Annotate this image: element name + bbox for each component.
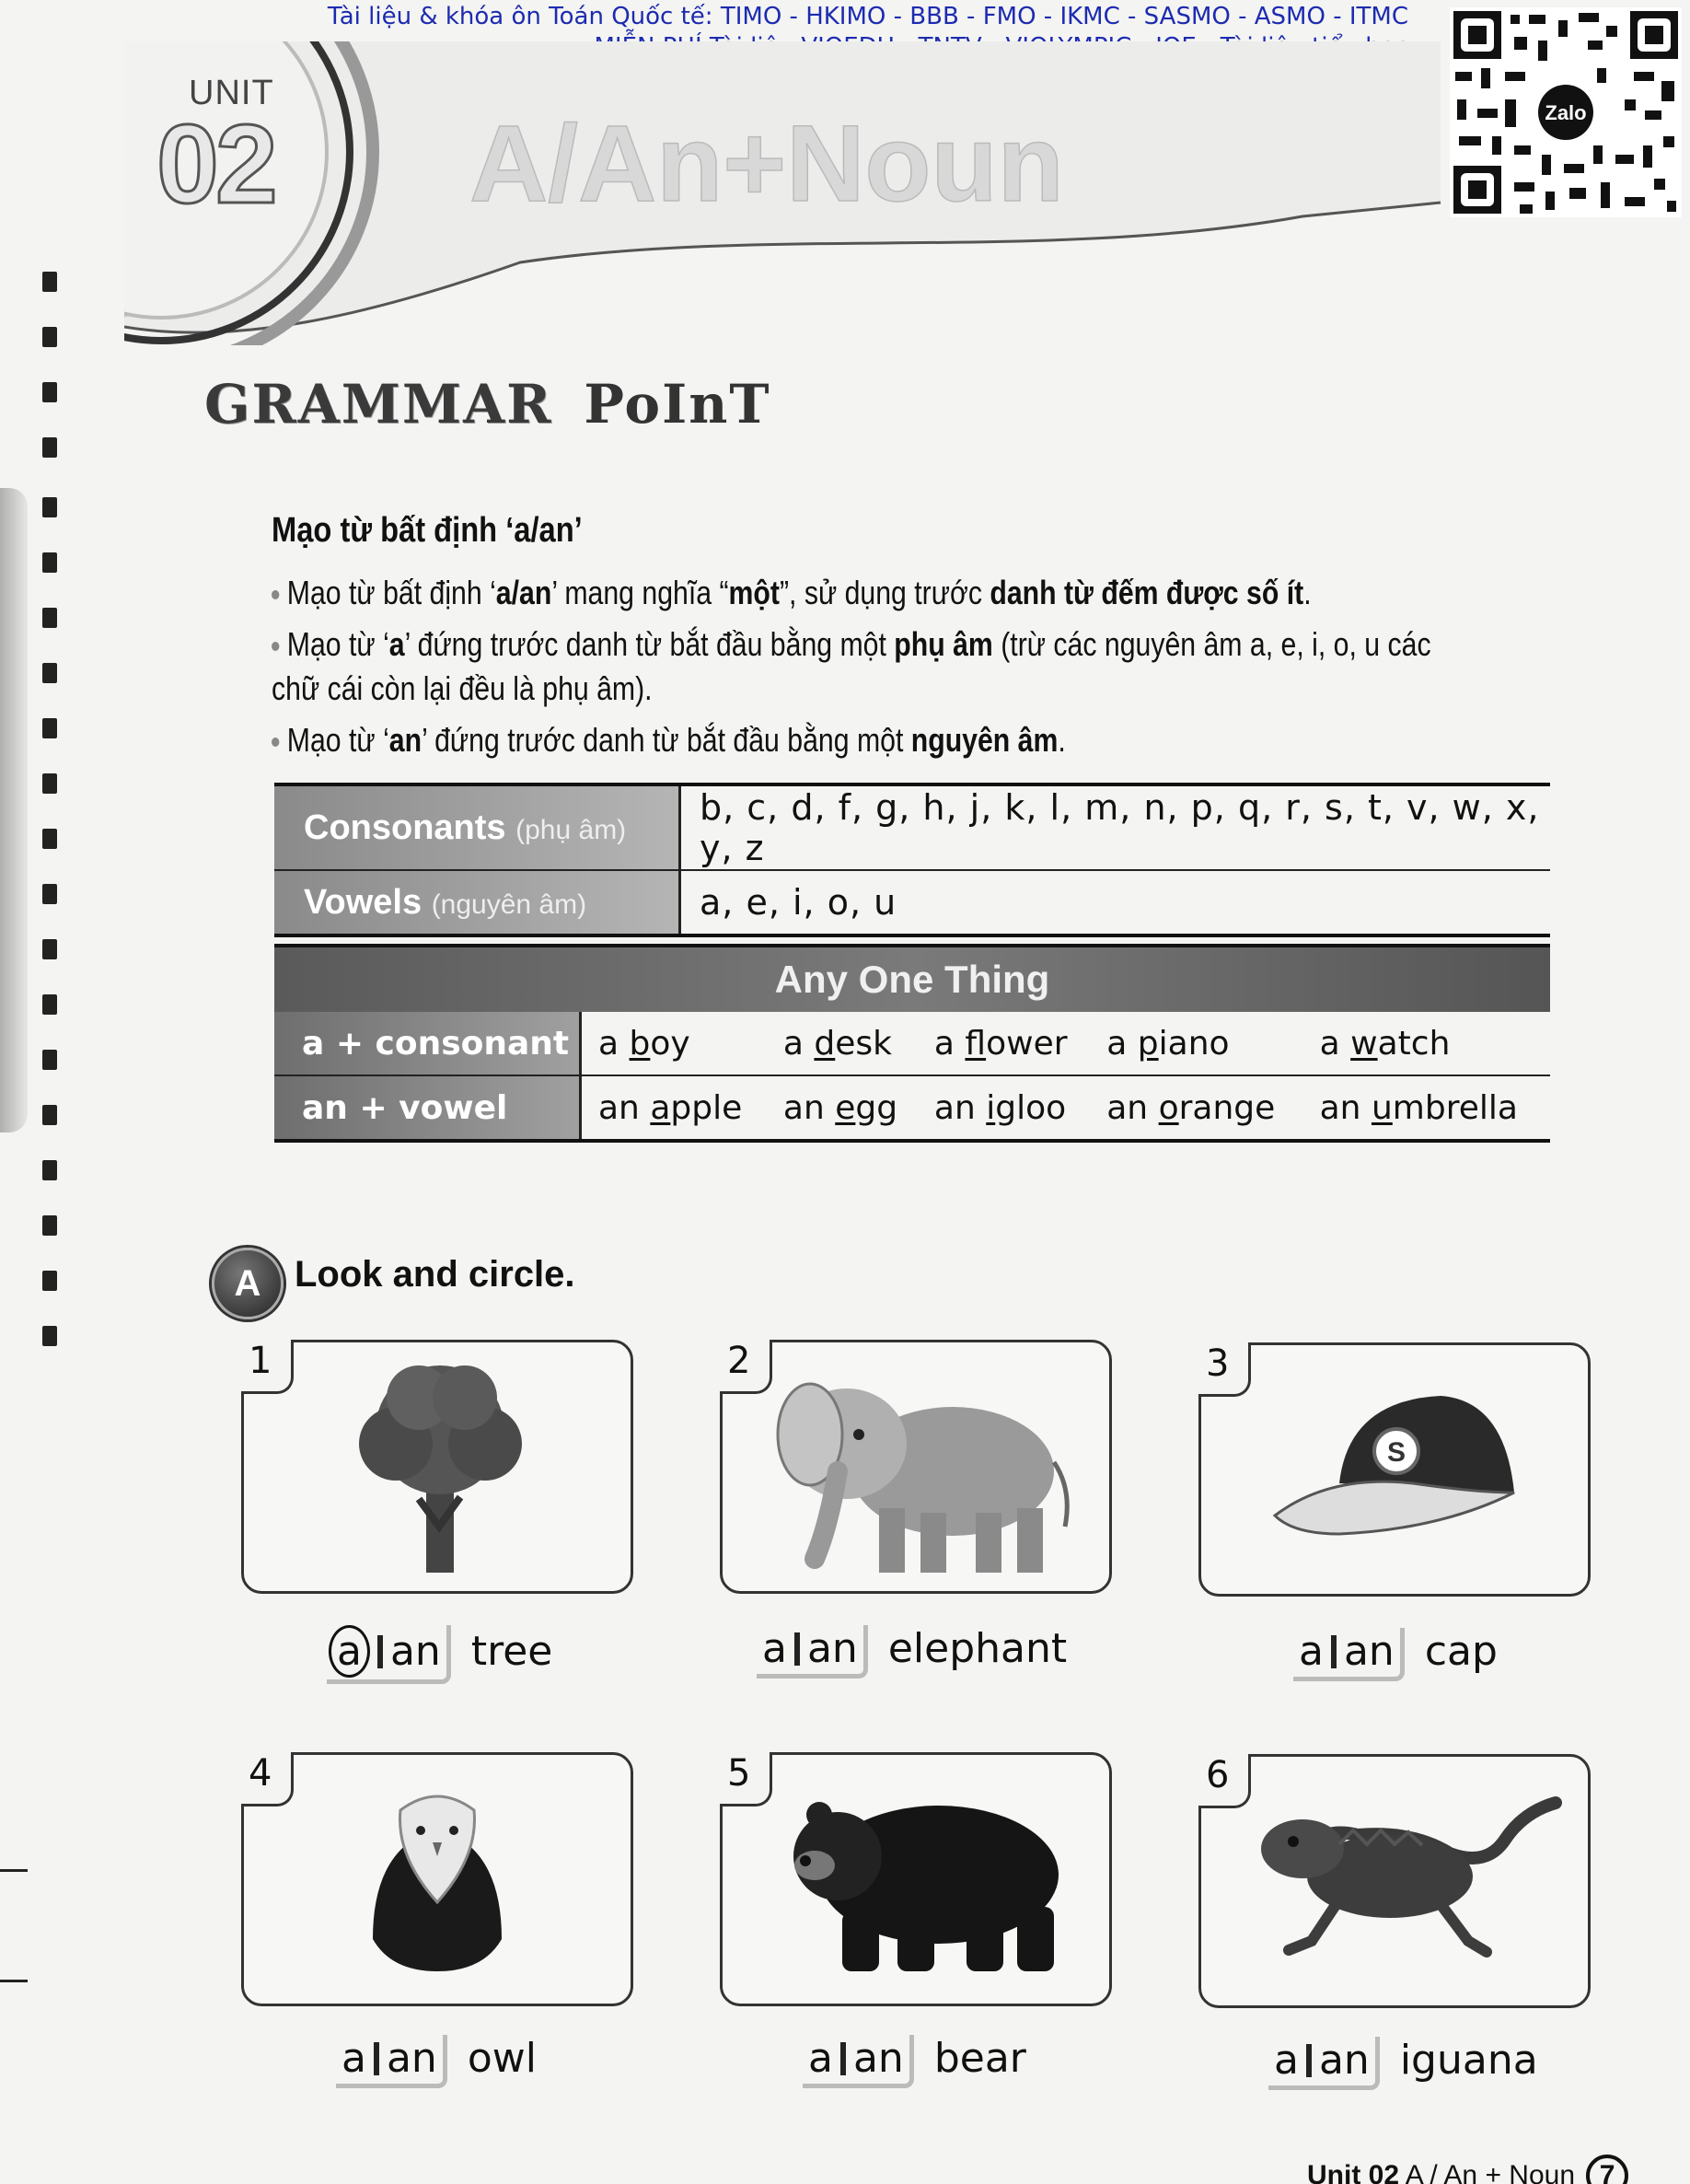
answer-choice-5 bbox=[803, 2035, 1026, 2088]
option-a[interactable]: a bbox=[341, 2035, 366, 2082]
rule-2: Mạo từ ‘a’ đứng trước danh từ bắt đầu bằng một phụ âm (trừ các nguyên âm a, e, i, o, u các chữ cái còn lại đều là phụ âm). bbox=[272, 625, 1431, 707]
grammar-rules bbox=[272, 571, 1477, 770]
page-footer bbox=[1307, 2155, 1628, 2184]
example-word: an orange bbox=[1090, 1075, 1302, 1141]
picture-card-elephant bbox=[720, 1340, 1112, 1594]
option-an[interactable]: an bbox=[386, 2035, 437, 2082]
noun-word: bear bbox=[933, 2035, 1026, 2082]
example-word: a flower bbox=[933, 1024, 1068, 1063]
noun-word: tree bbox=[470, 1628, 553, 1675]
consonants-row bbox=[274, 784, 1550, 870]
example-word: a boy bbox=[598, 1024, 690, 1063]
picture-card-bear bbox=[720, 1752, 1112, 2006]
item-number: 6 bbox=[1206, 1754, 1230, 1796]
option-an[interactable]: an bbox=[806, 1625, 858, 1672]
row-label: a + consonant bbox=[274, 1012, 581, 1075]
elephant-icon bbox=[723, 1342, 1109, 1591]
option-an[interactable]: an bbox=[1343, 1628, 1395, 1675]
item-number: 1 bbox=[249, 1340, 272, 1382]
noun-word: cap bbox=[1424, 1628, 1498, 1675]
example-word: a desk bbox=[782, 1024, 893, 1063]
answer-choice-2 bbox=[757, 1625, 1067, 1679]
any-one-thing-table bbox=[274, 944, 1550, 1143]
example-word: an egg bbox=[767, 1075, 918, 1141]
option-a[interactable]: a bbox=[1274, 2037, 1299, 2084]
article-options bbox=[1293, 1628, 1405, 1681]
picture-card-tree bbox=[241, 1340, 633, 1594]
consonant-examples-row bbox=[274, 1012, 1550, 1075]
option-a[interactable]: a bbox=[808, 2035, 833, 2082]
example-word: a piano bbox=[1106, 1024, 1230, 1063]
bullet-icon bbox=[272, 642, 279, 651]
iguana-icon bbox=[1201, 1757, 1588, 2005]
row-label: an + vowel bbox=[274, 1075, 581, 1141]
bullet-icon bbox=[272, 590, 279, 599]
article-options bbox=[327, 1625, 451, 1684]
noun-word: elephant bbox=[887, 1625, 1068, 1672]
table-title: Any One Thing bbox=[274, 946, 1550, 1012]
tree-icon bbox=[244, 1342, 631, 1591]
section-heading: Mạo từ bất định ‘a/an’ bbox=[272, 511, 583, 550]
grammar-point-title bbox=[204, 373, 771, 436]
picture-card-owl bbox=[241, 1752, 633, 2006]
owl-icon bbox=[244, 1755, 631, 2004]
bullet-icon bbox=[272, 738, 279, 747]
option-a[interactable]: a bbox=[1299, 1628, 1324, 1675]
article-options bbox=[1268, 2037, 1380, 2090]
noun-word: iguana bbox=[1399, 2037, 1538, 2084]
answer-choice-1 bbox=[327, 1625, 552, 1684]
option-an[interactable]: an bbox=[389, 1628, 441, 1675]
point-word: PoInT bbox=[584, 373, 771, 436]
example-word: a watch bbox=[1319, 1024, 1451, 1063]
vowels-label: Vowels (nguyên âm) bbox=[274, 870, 680, 935]
exercise-badge: A bbox=[212, 1248, 284, 1319]
item-number: 2 bbox=[727, 1340, 751, 1382]
article-options bbox=[336, 2035, 447, 2088]
example-word: an apple bbox=[581, 1075, 767, 1141]
consonants-label: Consonants (phụ âm) bbox=[274, 784, 680, 870]
bear-icon bbox=[723, 1755, 1109, 2004]
unit-number: 02 bbox=[156, 101, 274, 227]
unit-title: A/An+Noun bbox=[469, 103, 1064, 225]
item-number: 5 bbox=[727, 1752, 751, 1795]
example-word: an igloo bbox=[918, 1075, 1090, 1141]
answer-choice-4 bbox=[336, 2035, 537, 2088]
option-a[interactable]: a bbox=[762, 1625, 787, 1672]
item-number: 3 bbox=[1206, 1342, 1230, 1385]
picture-card-cap bbox=[1198, 1342, 1591, 1597]
footer-title: A / An + Noun bbox=[1405, 2160, 1576, 2184]
answer-choice-6 bbox=[1268, 2037, 1538, 2090]
cap-icon bbox=[1201, 1345, 1588, 1594]
promo-line-1: Tài liệu & khóa ôn Toán Quốc tế: TIMO - HKIMO - BBB - FMO - IKMC - SASMO - ASMO - ITMC bbox=[327, 3, 1408, 30]
rule-3: Mạo từ ‘an’ đứng trước danh từ bắt đầu bằng một nguyên âm. bbox=[272, 718, 1477, 762]
option-an[interactable]: an bbox=[852, 2035, 904, 2082]
letters-table bbox=[274, 783, 1550, 937]
vowels-list: a, e, i, o, u bbox=[680, 870, 1551, 935]
binding-edge bbox=[0, 230, 64, 1427]
footer-unit: Unit 02 bbox=[1307, 2160, 1400, 2184]
item-number: 4 bbox=[249, 1752, 272, 1795]
qr-badge-label: Zalo bbox=[1545, 101, 1587, 124]
vowel-examples-row bbox=[274, 1075, 1550, 1141]
noun-word: owl bbox=[467, 2035, 537, 2082]
answer-choice-3 bbox=[1293, 1628, 1498, 1681]
option-an[interactable]: an bbox=[1318, 2037, 1370, 2084]
rule-1: Mạo từ bất định ‘a/an’ mang nghĩa “một”, sử dụng trước danh từ đếm được số ít. bbox=[272, 571, 1477, 615]
svg-text:S: S bbox=[1386, 1437, 1406, 1468]
picture-card-iguana bbox=[1198, 1754, 1591, 2008]
consonants-list: b, c, d, f, g, h, j, k, l, m, n, p, q, r, s, t, v, w, x, y, z bbox=[700, 787, 1540, 868]
page-number: 7 bbox=[1586, 2155, 1628, 2184]
example-word: an umbrella bbox=[1303, 1075, 1550, 1141]
exercise-title: Look and circle. bbox=[295, 1254, 575, 1295]
article-options bbox=[803, 2035, 914, 2088]
article-options bbox=[757, 1625, 868, 1679]
unit-label: UNIT bbox=[189, 74, 274, 112]
vowels-row bbox=[274, 870, 1550, 935]
grammar-word: GRAMMAR bbox=[204, 373, 553, 436]
option-a-circled[interactable]: a bbox=[329, 1625, 370, 1678]
